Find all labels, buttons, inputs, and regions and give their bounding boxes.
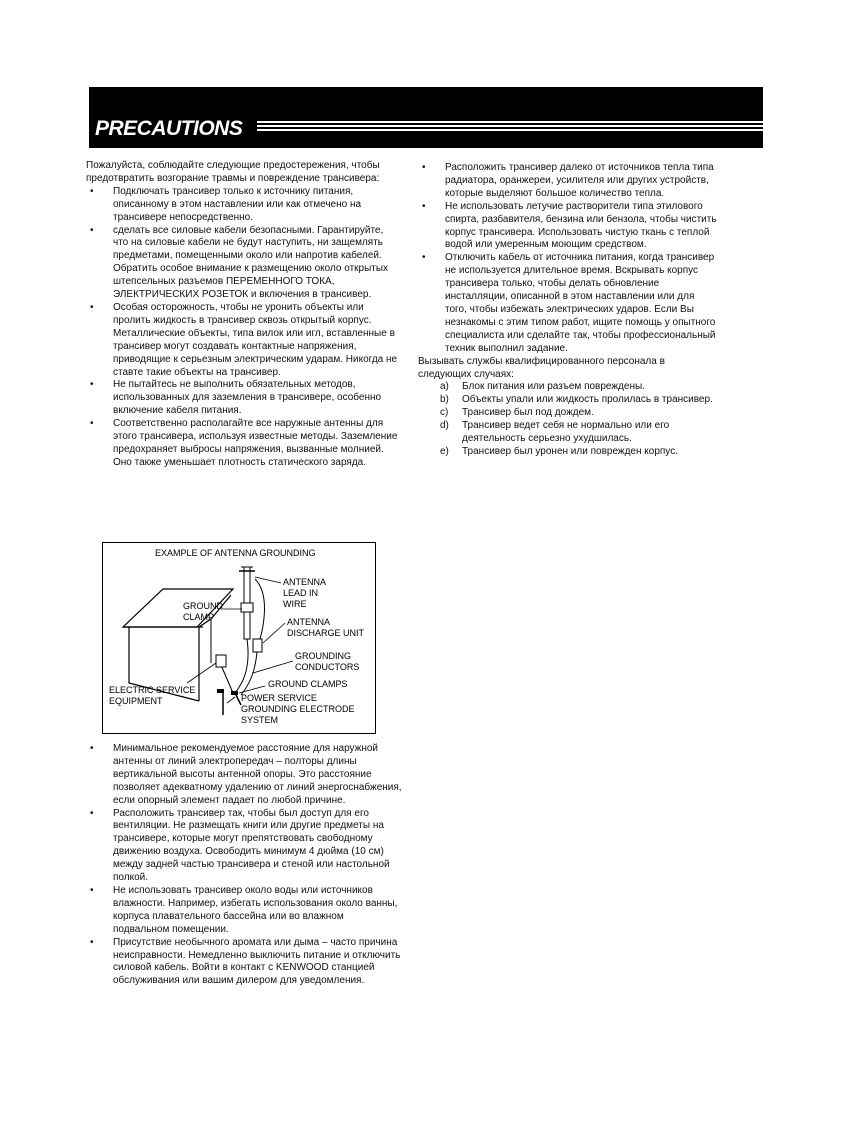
list-item: • Не использовать трансивер около воды или источников влажности. Например, избегать использования около ванны, корпуса плавательного бассейна или во влажном подвальном помещении.	[86, 885, 402, 937]
list-item: • Отключить кабель от источника питания, когда трансивер не используется длительное время. Вскрывать корпус трансивера только, чтобы делать обновление инсталляции, описанной в этом наставлении или для того, чтобы избежать электрических ударов. Если Вы незнакомы с этим типом работ, ищите помощь у опытного специалиста или сделайте так, чтобы профессиональный техник выполнил задание.	[418, 252, 718, 355]
case-letter: e)	[440, 445, 449, 457]
service-box	[216, 655, 226, 667]
precaution-list	[86, 743, 402, 988]
grounding-conductor	[235, 639, 248, 693]
leader-line	[239, 686, 265, 693]
service-intro: Вызывать службы квалифицированного персонала в следующих случаях:	[418, 355, 665, 380]
label-system: SYSTEM	[241, 715, 279, 725]
ground-clamp-mark	[217, 689, 224, 693]
lead-in-wire	[255, 579, 264, 645]
header-rule	[257, 121, 763, 123]
case-text: Объекты упали или жидкость пролилась в трансивер.	[462, 394, 713, 406]
list-item: • Расположить трансивер так, чтобы был доступ для его вентиляции. Не размещать книги или другие предметы на трансивере, которые могут препятствовать свободному движению воздуха. Освободить минимум 4 дюйма (10 см) между задней частью трансивера и стеной или настольной полкой.	[86, 808, 402, 885]
left-column	[86, 160, 398, 470]
leader-line	[187, 663, 216, 683]
discharge-unit	[253, 639, 262, 652]
case-text: Трансивер ведет себя не нормально или его деятельность серьезно ухудшилась.	[462, 420, 670, 445]
grounding-conductor	[221, 665, 233, 693]
case-letter: b)	[440, 394, 449, 406]
header-rule	[257, 125, 763, 127]
diagram-title: EXAMPLE OF ANTENNA GROUNDING	[155, 548, 316, 558]
leader-line	[255, 577, 281, 583]
label-ground: GROUND	[183, 601, 223, 611]
service-case-list	[418, 381, 718, 458]
label-conductors: CONDUCTORS	[295, 662, 360, 672]
case-text: Блок питания или разъем повреждены.	[462, 381, 645, 393]
list-item: • Минимальное рекомендуемое расстояние для наружной антенны от линий электропередач – полторы длины вертикальной высоты антенной опоры. Это расстояние позволяет адекватному удалению от линий энергоснабжения, если опорный элемент падает по любой причине.	[86, 743, 402, 808]
diagram-drawing	[103, 543, 375, 733]
precaution-list	[86, 186, 398, 470]
precaution-list	[418, 162, 718, 356]
case-text: Трансивер был уронен или поврежден корпус.	[462, 445, 678, 457]
list-item: • Присутствие необычного аромата или дыма – часто причина неисправности. Немедленно выключить питание и отключить силовой кабель. Войти в контакт с KENWOOD станцией обслуживания или вашим дилером для уведомления.	[86, 937, 402, 989]
list-item: • Расположить трансивер далеко от источников тепла типа радиатора, оранжереи, усилителя или других устройств, которые выделяют большое количество тепла.	[418, 162, 718, 201]
label-equipment: EQUIPMENT	[109, 696, 163, 706]
list-item	[418, 407, 718, 420]
leader-line	[227, 697, 235, 703]
page-title: PRECAUTIONS	[95, 117, 243, 140]
list-item: • Особая осторожность, чтобы не уронить объекты или пролить жидкость в трансивер сквозь открытый корпус. Металлические объекты, типа вилок или игл, вставленные в трансивер могут создавать контактные напряжения, приводящие к серьезным электрическим ударам. Никогда не ставте такие объекты на трансивер.	[86, 302, 398, 379]
label-discharge-unit: DISCHARGE UNIT	[287, 628, 365, 638]
list-item	[418, 394, 718, 407]
label-discharge-antenna: ANTENNA	[287, 617, 331, 627]
list-item: • сделать все силовые кабели безопасными. Гарантируйте, что на силовые кабели не будут наступить, ни защемлять предметами, помещенными около или напротив кабелей. Обратить особое внимание к размещению около открытых штепсельных разъемов ПЕРЕМЕННОГО ТОКА, ЭЛЕКТРИЧЕСКИХ РОЗЕТОК и включения в трансивер.	[86, 225, 398, 302]
header-rule	[257, 129, 763, 131]
header-banner	[89, 87, 763, 148]
ground-clamp-mark	[231, 691, 238, 695]
intro-paragraph: Пожалуйста, соблюдайте следующие предостережения, чтобы предотвратить возгорание травмы и повреждение трансивера:	[86, 160, 380, 184]
label-electric-service: ELECTRIC SERVICE	[109, 685, 196, 695]
left-bottom-column	[86, 743, 402, 988]
list-item	[418, 446, 718, 459]
ground-clamp-mark	[241, 603, 253, 612]
label-antenna: ANTENNA	[283, 577, 327, 587]
label-ground-clamps: GROUND CLAMPS	[268, 679, 348, 689]
list-item: • Не использовать летучие растворители типа этилового спирта, разбавителя, бензина или бензола, чтобы чистить корпус трансивера. Использовать чистую ткань с теплой водой или умеренным моющим средством.	[418, 201, 718, 253]
label-lead-in: LEAD IN	[283, 588, 319, 598]
list-item	[418, 381, 718, 394]
label-grounding: GROUNDING	[295, 651, 351, 661]
list-item: • Подключать трансивер только к источнику питания, описанному в этом наставлении или как отмечено на трансивере непосредственно.	[86, 186, 398, 225]
label-wire: WIRE	[283, 599, 307, 609]
case-text: Трансивер был под дождем.	[462, 407, 594, 419]
case-letter: a)	[440, 381, 449, 393]
antenna-grounding-diagram	[102, 542, 376, 734]
list-item	[418, 420, 718, 446]
leader-line	[263, 623, 285, 643]
label-power-service: POWER SERVICE	[241, 693, 317, 703]
right-column	[418, 162, 718, 459]
list-item: • Не пытайтесь не выполнить обязательных методов, использованных для заземления в трансивере, особенно включение кабеля питания.	[86, 379, 398, 418]
case-letter: d)	[440, 420, 449, 432]
list-item: • Соответственно располагайте все наружные антенны для этого трансивера, используя известные методы. Заземление предохраняет выбросы напряжения, вызванные молнией. Оно также уменьшает плотность статического заряда.	[86, 418, 398, 470]
case-letter: c)	[440, 407, 449, 419]
label-grounding-electrode: GROUNDING ELECTRODE	[241, 704, 355, 714]
leader-line	[253, 661, 293, 673]
label-clamp: CLAMP	[183, 612, 215, 622]
